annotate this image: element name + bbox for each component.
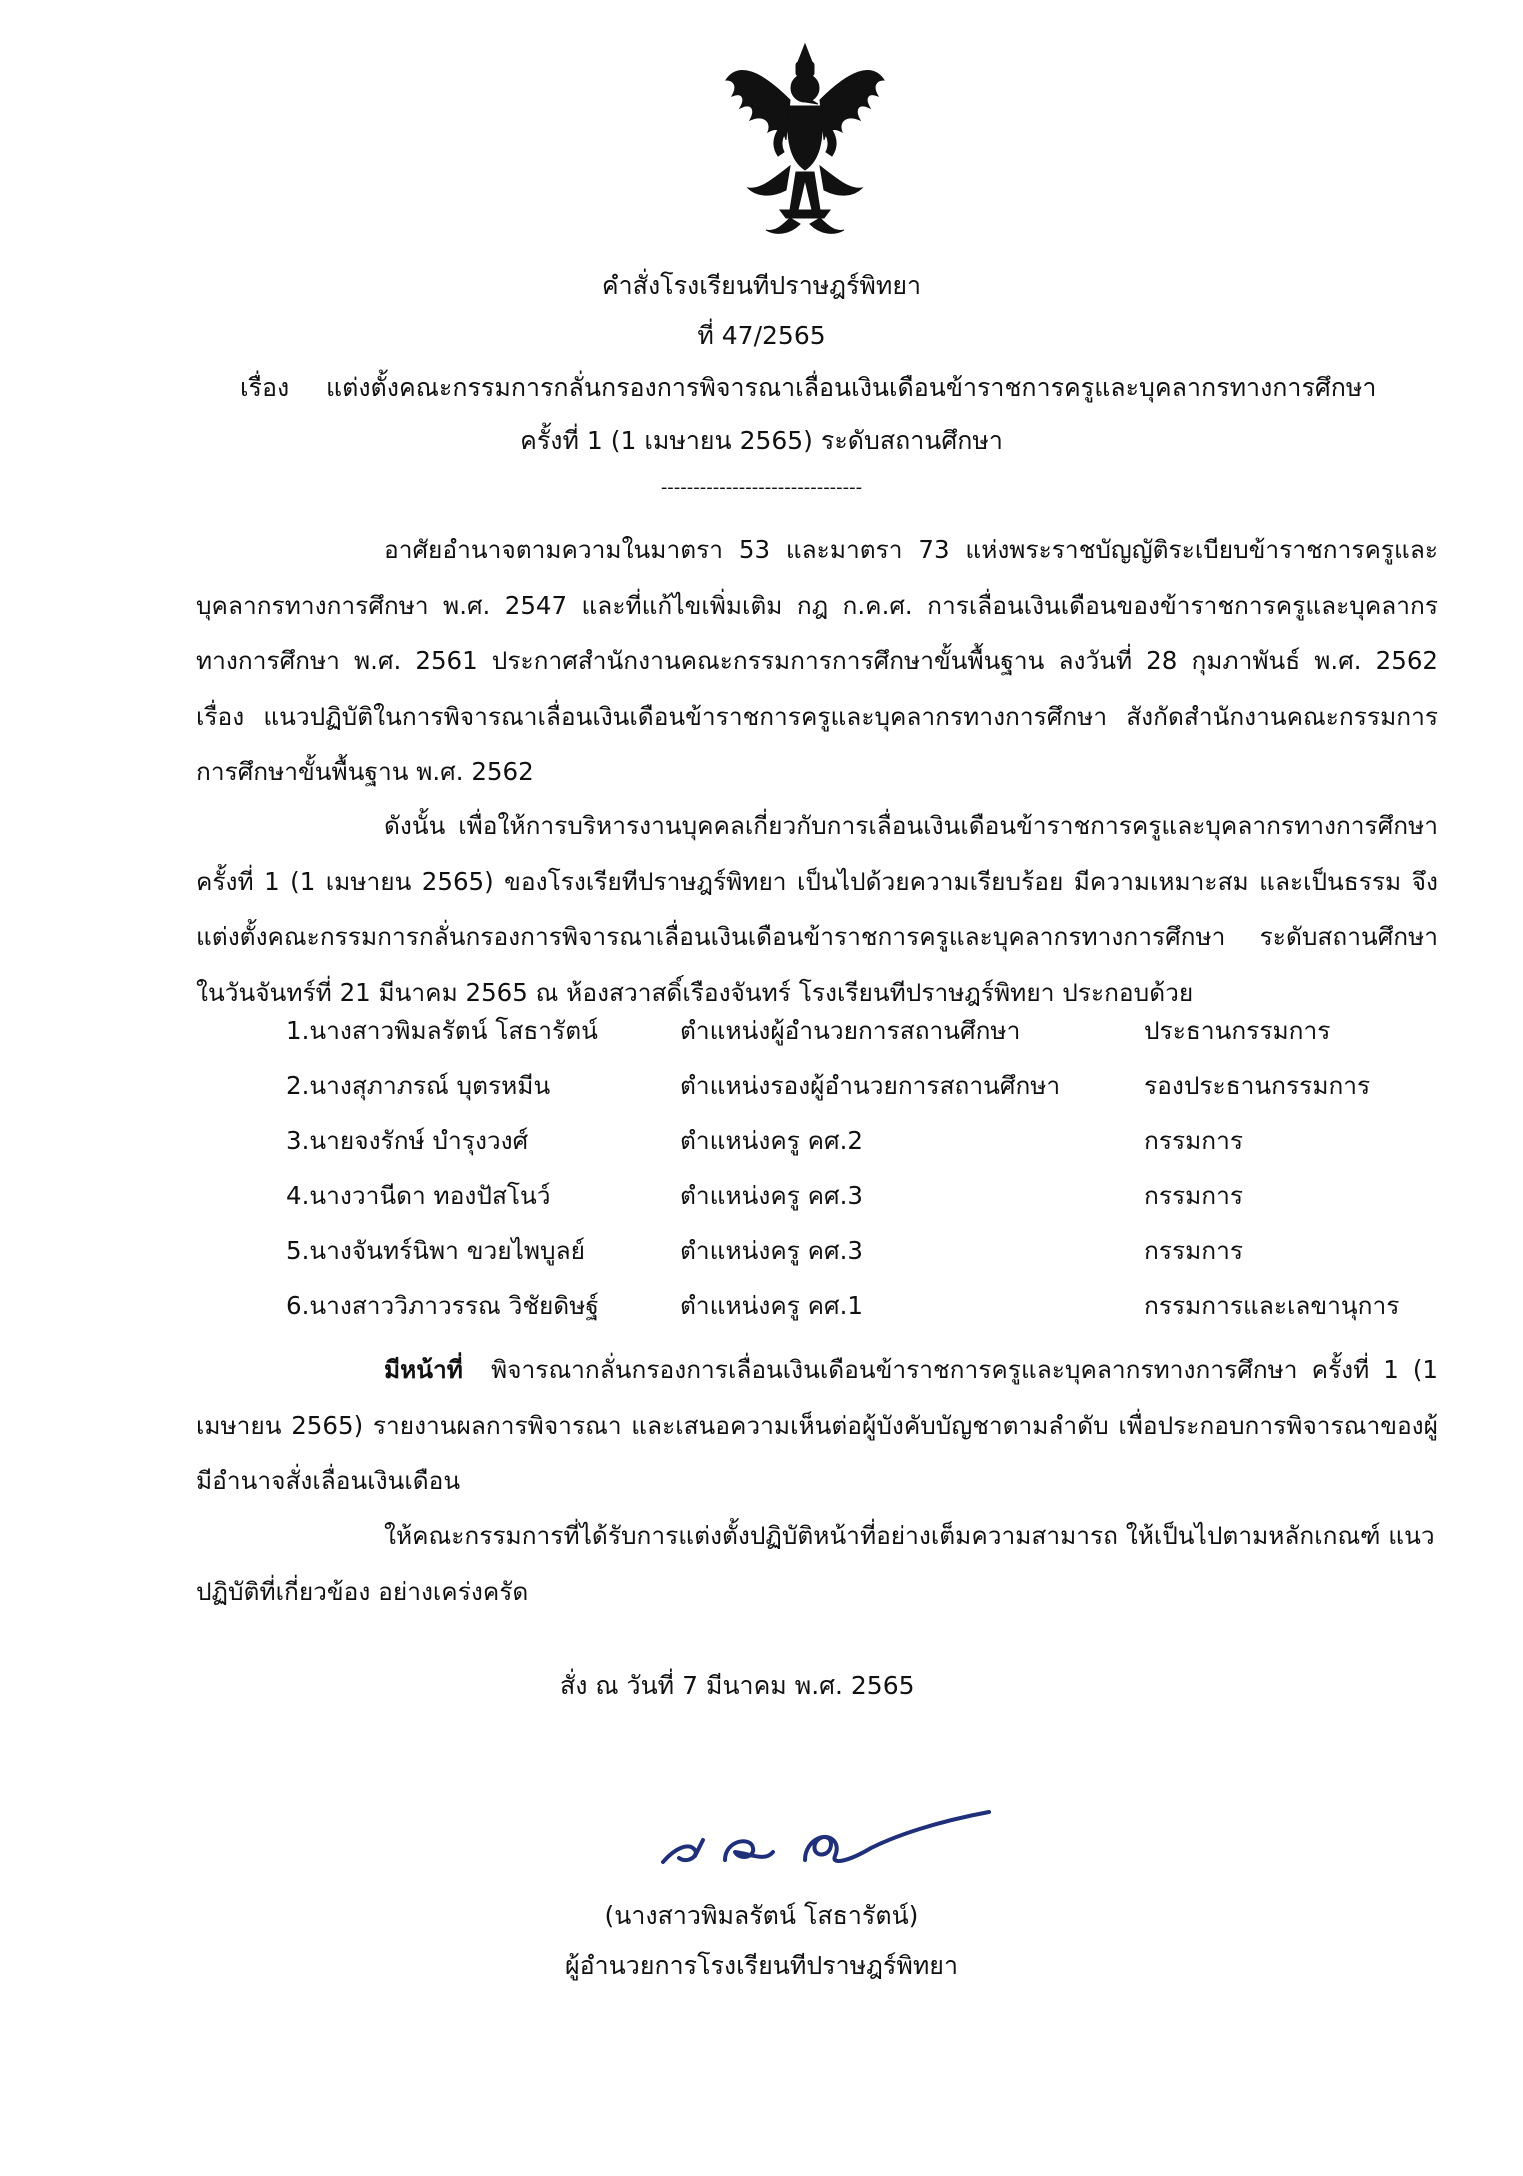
body-paragraph-1 [196, 522, 1438, 800]
order-title: คำสั่งโรงเรียนทีปราษฎร์พิทยา [601, 271, 922, 300]
member-role: รองประธานกรรมการ [1144, 1071, 1371, 1100]
divider: ------------------------------- [660, 477, 863, 498]
member-role: กรรมการ [1144, 1236, 1244, 1265]
member-name: 5.นางจันทร์นิพา ขวยไพบูลย์ [286, 1236, 585, 1265]
committee-row [286, 1071, 1446, 1126]
committee-row [286, 1236, 1446, 1291]
member-role: กรรมการและเลขานุการ [1144, 1291, 1400, 1320]
duty-text: พิจารณากลั่นกรองการเลื่อนเงินเดือนข้าราชการครูและบุคลากรทางการศึกษา ครั้งที่ 1 (1 เมษายน 2565) รายงานผลการพิจารณา และเสนอความเห็นต่อผู้บังคับบัญชาตามลำดับ เพื่อประกอบการพิจารณาของผู้มีอำนาจสั่งเลื่อนเงินเดือน [196, 1355, 1439, 1495]
member-role: ประธานกรรมการ [1144, 1016, 1331, 1045]
member-position: ตำแหน่งครู คศ.3 [680, 1236, 863, 1265]
paragraph-text: ดังนั้น เพื่อให้การบริหารงานบุคคลเกี่ยวกับการเลื่อนเงินเดือนข้าราชการครูและบุคลากรทางการศึกษา ครั้งที่ 1 (1 เมษายน 2565) ของโรงเรียทีปราษฎร์พิทยา เป็นไปด้วยความเรียบร้อย มีความเหมาะสม และเป็นธรรม จึงแต่งตั้งคณะกรรมการกลั่นกรองการพิจารณาเลื่อนเงินเดือนข้าราชการครูและบุคลากรทางการศึกษา ระดับสถานศึกษา ในวันจันทร์ที่ 21 มีนาคม 2565 ณ ห้องสวาสดิ์เรืองจันทร์ โรงเรียนทีปราษฎร์พิทยา ประกอบด้วย [196, 811, 1438, 1007]
signer-title: ผู้อำนวยการโรงเรียนทีปราษฎร์พิทยา [564, 1951, 958, 1980]
member-position: ตำแหน่งผู้อำนวยการสถานศึกษา [680, 1016, 1021, 1045]
duty-label: มีหน้าที่ [384, 1355, 463, 1384]
member-name: 3.นายจงรักษ์ บำรุงวงศ์ [286, 1126, 529, 1155]
committee-list [286, 1016, 1446, 1346]
member-position: ตำแหน่งรองผู้อำนวยการสถานศึกษา [680, 1071, 1061, 1100]
body-paragraph-2 [196, 798, 1438, 1020]
committee-row [286, 1291, 1446, 1346]
signer-name: (นางสาวพิมลรัตน์ โสธารัตน์) [604, 1901, 919, 1930]
subject-text: แต่งตั้งคณะกรรมการกลั่นกรองการพิจารณาเลื่อนเงินเดือนข้าราชการครูและบุคลากรทางการศึกษา [326, 373, 1377, 402]
duty-paragraph [196, 1342, 1438, 1509]
garuda-emblem-icon [720, 40, 890, 240]
subject-line-2: ครั้งที่ 1 (1 เมษายน 2565) ระดับสถานศึกษา [520, 426, 1003, 455]
member-position: ตำแหน่งครู คศ.1 [680, 1291, 863, 1320]
paragraph-text: อาศัยอำนาจตามความในมาตรา 53 และมาตรา 73 แห่งพระราชบัญญัติระเบียบข้าราชการครูและบุคลากรทางการศึกษา พ.ศ. 2547 และที่แก้ไขเพิ่มเติม กฎ ก.ค.ศ. การเลื่อนเงินเดือนของข้าราชการครูและบุคลากรทางการศึกษา พ.ศ. 2561 ประกาศสำนักงานคณะกรรมการการศึกษาขั้นพื้นฐาน ลงวันที่ 28 กุมภาพันธ์ พ.ศ. 2562 เรื่อง แนวปฏิบัติในการพิจารณาเลื่อนเงินเดือนข้าราชการครูและบุคลากรทางการศึกษา สังกัดสำนักงานคณะกรรมการการศึกษาขั้นพื้นฐาน พ.ศ. 2562 [196, 535, 1438, 786]
member-position: ตำแหน่งครู คศ.3 [680, 1181, 863, 1210]
committee-row [286, 1181, 1446, 1236]
member-name: 6.นางสาววิภาวรรณ วิชัยดิษฐ์ [286, 1291, 599, 1320]
handwritten-signature [655, 1800, 995, 1880]
subject-label: เรื่อง [240, 373, 290, 402]
member-position: ตำแหน่งครู คศ.2 [680, 1126, 863, 1155]
member-name: 1.นางสาวพิมลรัตน์ โสธารัตน์ [286, 1016, 598, 1045]
order-date: สั่ง ณ วันที่ 7 มีนาคม พ.ศ. 2565 [560, 1671, 915, 1700]
closing-paragraph [196, 1508, 1438, 1619]
member-name: 2.นางสุภาภรณ์ บุตรหมีน [286, 1071, 551, 1100]
closing-text: ให้คณะกรรมการที่ได้รับการแต่งตั้งปฏิบัติหน้าที่อย่างเต็มความสามารถ ให้เป็นไปตามหลักเกณฑ์ แนวปฏิบัติที่เกี่ยวข้อง อย่างเคร่งครัด [196, 1521, 1435, 1606]
member-role: กรรมการ [1144, 1181, 1244, 1210]
committee-row [286, 1126, 1446, 1181]
committee-row [286, 1016, 1446, 1071]
member-name: 4.นางวานีดา ทองปัสโนว์ [286, 1181, 551, 1210]
member-role: กรรมการ [1144, 1126, 1244, 1155]
subject-line [240, 372, 1376, 404]
order-number: ที่ 47/2565 [697, 321, 826, 350]
